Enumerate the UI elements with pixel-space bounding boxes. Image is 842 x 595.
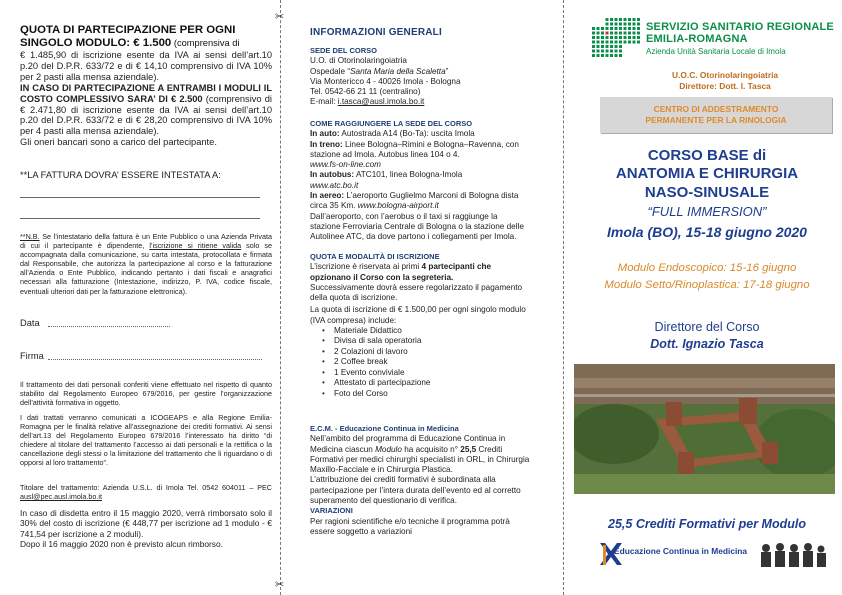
centro-addestramento-box: CENTRO DI ADDESTRAMENTO PERMANENTE PER LA RINOLOGIA [600, 97, 832, 133]
data-label: Data [20, 318, 40, 328]
data-line[interactable] [48, 326, 170, 327]
modulo-endoscopico: Modulo Endoscopico: 15-16 giugno [617, 262, 797, 274]
ecm-section: E.C.M. - Educazione Continua in Medicina Nell’ambito del programma di Educazione Continua in Medicina ciascun Modulo ha acquisito n° 25,5 Crediti Formativi per medici chirurghi specialisti in ORL, in Chirurgia Maxillo-Facciale e in Chirurgia Plastica. L’attribuzione dei crediti formativi è subordinata alla partecipazione per l’intera durata dell’evento ed al corretto superamento del questionario di verifica. VARIAZIONI Per ragioni scientifiche e/o tecniche il programma potrà essere soggetto a variazioni [310, 424, 530, 536]
course-title-1: CORSO BASE di [647, 147, 767, 164]
quota-section: QUOTA E MODALITÀ DI ISCRIZIONE L’iscrizione è riservata ai primi 4 partecipanti che opzionano il Corso con la segreteria. Successivamente dovrà essere regolarizzato il pagamento della quota di iscrizione. La quota di iscrizione di € 1.500,00 per ogni singolo modulo (IVA compresa) include: • Materiale Didattico • Divisa di sala operatoria • 2 Colazioni di lavoro • 2 Coffee break • 1 Evento conviviale • Attestato di partecipazione • Foto del Corso [310, 252, 530, 399]
nb-note: **N.B. Se l’intestatario della fattura è un Ente Pubblico o una Azienda Privata di cui il partecipante è dipendente, l’iscrizione si ritiene valida solo se accompagnata dalla comunicazione, su carta intestata, protocollata e firmata dal Responsabile, che autorizza la partecipazione al corso e la fatturazione all’Azienda o Ente Pubblico, indicando pertanto i dati fiscali e anagrafici necessari alla fatturazione (Intestazione, indirizzo, P. IVA, codice fiscale, eventuali ulteriori dati per la fatturazione elettronica). [20, 232, 272, 296]
modulo-setto: Modulo Setto/Rinoplastica: 17-18 giugno [604, 279, 810, 291]
ssr-logo-grid-icon [592, 18, 642, 58]
fattura-line-1[interactable] [20, 197, 260, 198]
fattura-label: **LA FATTURA DOVRA’ ESSERE INTESTATA A: [20, 170, 221, 180]
privacy-text-2: I dati trattati verranno comunicati a ICOGEAPS e alla Regione Emilia-Romagna per le finalità relative all’assegnazione dei crediti formativi. Ai sensi dell’art.13 del Regolamento Europeo 679/2016 l’interessato ha diritto “di chiedere al titolare del trattamento l’accesso ai dati personali e la rettifica o la cancellazione degli stessi o la limitazione del trattamento che li riguardano o di opporsi al loro trattamento”. [20, 413, 272, 468]
titolare-text: Titolare del trattamento: Azienda U.S.L. di Imola Tel. 0542 604011 – PEC ausl@pec.ausl.imola.bo.it [20, 483, 272, 502]
pec-link[interactable]: ausl@pec.ausl.imola.bo.it [20, 492, 103, 502]
firma-line[interactable] [48, 359, 262, 360]
privacy-text-1: Il trattamento dei dati personali conferiti viene effettuato nel rispetto di quanto stabilito dal Regolamento Europeo 679/2016, per gestire l’organizzazione dell’attività formativa in oggetto. [20, 380, 272, 408]
list-item: • 2 Colazioni di lavoro [334, 347, 530, 357]
course-subtitle: “FULL IMMERSION” [647, 204, 767, 219]
quota-title: QUOTA DI PARTECIPAZIONE PER OGNI SINGOLO MODULO: € 1.500 (comprensiva di [20, 24, 240, 49]
quota-text: € 1.485,90 di iscrizione esente da IVA ai sensi dell’art.10 p.20 del D.P.R. 633/72 e di € 14,10 comprensivo di IVA 10% per 2 pasti alla mensa aziendale). IN CASO DI PARTECIPAZIONE A ENTRAMBI I MODULI IL COSTO COMPLESSIVO SARA’ DI € 2.500 (comprensivo di € 2.471,80 di iscrizione esente da IVA ai sensi dell’art.10 p.20 del D.P.R. 633/72 e di € 28,20 comprensivo di IVA 10% per 4 pasti alla mensa aziendale). Gli oneri bancari sono a carico del partecipante. [20, 50, 273, 148]
castle-photo [574, 364, 835, 494]
include-list [310, 326, 530, 399]
course-title-2: ANATOMIA E CHIRURGIA [615, 165, 799, 182]
ecm-logo-text: Educazione Continua in Medicina [614, 546, 748, 556]
list-item: • Divisa di sala operatoria [334, 336, 530, 346]
list-item: • 1 Evento conviviale [334, 368, 530, 378]
come-section: COME RAGGIUNGERE LA SEDE DEL CORSO In auto: Autostrada A14 (Bo-Ta): uscita Imola In treno: Linee Bologna–Rimini e Bologna–Ravenna, con stazione ad Imola. Autobus linea 104 o 4. www.fs-on-line.com In autobus: ATC101, linea Bologna-Imola www.atc.bo.it In aereo: L’aeroporto Guglielmo Marconi di Bologna dista circa 35 Km. www.bologna-airport.it Dall’aeroporto, con l’aerobus o il taxi si raggiunge la stazione Ferroviaria Centrale di Bologna o la stazione delle Autolinee ATC, da dove partono i collegamenti per Imola. [310, 119, 524, 242]
fattura-line-2[interactable] [20, 218, 260, 219]
uoc-block: U.O.C. Otorinolaringoiatria Direttore: Dott. I. Tasca [672, 70, 779, 91]
list-item: • Materiale Didattico [334, 326, 530, 336]
ssr-title: SERVIZIO SANITARIO REGIONALE EMILIA-ROMAGNA [646, 21, 834, 45]
course-date: Imola (BO), 15-18 giugno 2020 [607, 224, 807, 240]
director-label: Direttore del Corso [654, 320, 760, 334]
scissors-icon: ✂ [275, 578, 285, 591]
list-item: • Foto del Corso [334, 389, 530, 399]
treno-link[interactable]: www.fs-on-line.com [310, 160, 381, 170]
list-item: • Attestato di partecipazione [334, 378, 530, 388]
firma-label: Firma [20, 351, 44, 361]
info-heading: INFORMAZIONI GENERALI [310, 27, 442, 38]
scissors-icon: ✂ [275, 10, 285, 23]
bus-link[interactable]: www.atc.bo.it [310, 180, 359, 190]
aereo-link[interactable]: www.bologna-airport.it [357, 201, 439, 211]
email-link[interactable]: i.tasca@ausl.imola.bo.it [337, 97, 425, 107]
course-title-3: NASO-SINUSALE [644, 184, 770, 201]
rimborso-text: In caso di disdetta entro il 15 maggio 2020, verrà rimborsato solo il 30% del costo di iscrizione (€ 448,77 per iscrizione ad 1 modulo - € 741,54 per iscrizione a 2 moduli). Dopo il 16 maggio 2020 non è previsto alcun rimborso. [20, 508, 272, 550]
crediti-label: 25,5 Crediti Formativi per Modulo [608, 517, 806, 531]
fold-line-left [280, 0, 281, 595]
fold-line-right [563, 0, 564, 595]
list-item: • 2 Coffee break [334, 357, 530, 367]
director-name: Dott. Ignazio Tasca [650, 337, 764, 351]
sede-section: SEDE DEL CORSO U.O. di Otorinolaringoiatria Ospedale “Santa Maria della Scaletta” Via Montericco 4 - 40026 Imola - Bologna Tel. 0542-66 21 11 (centralino) E-mail: i.tasca@ausl.imola.bo.it [310, 46, 461, 107]
ssr-subtitle: Azienda Unità Sanitaria Locale di Imola [646, 47, 786, 56]
